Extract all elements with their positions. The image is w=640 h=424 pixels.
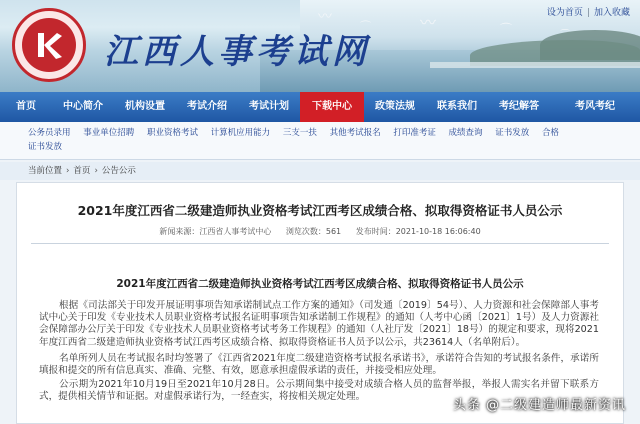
top-links: 设为首页 | 加入收藏: [546, 8, 630, 18]
quick-link-certificate-issue[interactable]: 证书发放: [28, 142, 63, 152]
article-paragraph: 名单所列人员在考试报名时均签署了《江西省2021年度二级建造资格考试报名承诺书》，承诺符合告知的考试报名条件，承诺所填报和提交的所有信息真实、准确、完整、有效，愿意承担虚假承诺的责任，并接受相应处理。: [39, 353, 599, 377]
nav-item-policies[interactable]: 政策法规: [375, 101, 415, 112]
quick-link-certificate[interactable]: 证书发放: [495, 128, 530, 138]
logo-emblem-icon: [22, 18, 76, 72]
breadcrumb: 当前位置 › 首页 › 公告公示: [0, 162, 640, 180]
add-favorite-link[interactable]: 加入收藏: [593, 8, 630, 18]
site-title: 江西人事考试网: [104, 32, 370, 72]
nav-item-contact[interactable]: 联系我们: [437, 101, 477, 112]
nav-item-discipline[interactable]: 考风考纪: [575, 101, 615, 112]
breadcrumb-announcements[interactable]: 公告公示: [101, 166, 136, 176]
breadcrumb-home[interactable]: 首页: [73, 166, 91, 176]
article-views: 浏览次数：561: [285, 227, 342, 236]
breadcrumb-label: 当前位置: [28, 166, 63, 176]
nav-item-downloads[interactable]: 下载中心: [300, 92, 364, 122]
quick-link-print-admission[interactable]: 打印准考证: [393, 128, 436, 138]
quick-link-computer-skills[interactable]: 计算机应用能力: [210, 128, 271, 138]
seagull-icon: ⌒: [560, 30, 570, 41]
seagull-icon: 〰: [318, 9, 332, 25]
article-paragraph: 公示期为2021年10月19日至2021年10月28日。公示期间集中接受对成绩合格人员的监督举报，举报人需实名并留下联系方式，提供相关情节和证据。对虚假承诺行为，一经查实，将按相关规定处理。: [39, 379, 599, 403]
watermark: 头条 @二级建造师最新资讯: [452, 398, 626, 413]
quick-links: [0, 122, 640, 160]
article-panel: [16, 182, 624, 424]
article-paragraph: 根据《司法部关于印发开展证明事项告知承诺制试点工作方案的通知》（司发通〔2019〕54号）、人力资源和社会保障部人事考试中心关于印发《专业技术人员职业资格考试报名证明事项告知承诺制工作规程》的通知（人考中心函〔2021〕1号）及人力资源社会保障部办公厅关于印发《专业技术人员职业资格考试考务工作规程》的通知（人社厅发〔2021〕18号）的规定和要求，现将2021年度江西省二级建造师执业资格考试江西考区成绩合格、拟取得资格证书人员予以公示，共23614人（名单附后）。: [39, 300, 599, 348]
nav-item-exam-intro[interactable]: 考试介绍: [187, 101, 227, 112]
nav-item-about[interactable]: 中心简介: [63, 101, 103, 112]
article-body-title: 2021年度江西省二级建造师执业资格考试江西考区成绩合格、拟取得资格证书人员公示: [116, 278, 524, 290]
nav-item-faq[interactable]: 考纪解答: [499, 101, 539, 112]
article-source: 新闻来源：江西省人事考试中心: [159, 227, 272, 236]
set-homepage-link[interactable]: 设为首页: [546, 8, 583, 18]
quick-link-other-registration[interactable]: 其他考试报名: [329, 128, 381, 138]
seagull-icon: ⌒: [360, 20, 371, 33]
article-title: 2021年度江西省二级建造师执业资格考试江西考区成绩合格、拟取得资格证书人员公示: [77, 203, 563, 218]
article-published: 发布时间：2021-10-18 16:06:40: [355, 227, 481, 236]
quick-links-row: [28, 126, 632, 140]
quick-link-score-query[interactable]: 成绩查询: [448, 128, 483, 138]
nav-item-home[interactable]: 首页: [16, 101, 36, 112]
article-meta: [17, 226, 623, 237]
site-logo[interactable]: [12, 8, 86, 82]
quick-link-qualification-exam[interactable]: 职业资格考试: [146, 128, 198, 138]
quick-link-public-institution[interactable]: 事业单位招聘: [83, 128, 135, 138]
divider: [31, 243, 609, 244]
nav-item-exam-plan[interactable]: 考试计划: [249, 101, 289, 112]
quick-link-civil-servant[interactable]: 公务员录用: [28, 128, 71, 138]
main-nav: [0, 92, 640, 122]
nav-item-organization[interactable]: 机构设置: [125, 101, 165, 112]
banner-shore: [430, 62, 640, 68]
seagull-icon: ⌒: [500, 22, 513, 36]
site-banner: [0, 0, 640, 92]
seagull-icon: 〰: [420, 13, 437, 32]
quick-link-three-supports[interactable]: 三支一扶: [282, 128, 317, 138]
quick-link-qualified[interactable]: 合格: [541, 128, 559, 138]
quick-links-row: [28, 140, 632, 154]
